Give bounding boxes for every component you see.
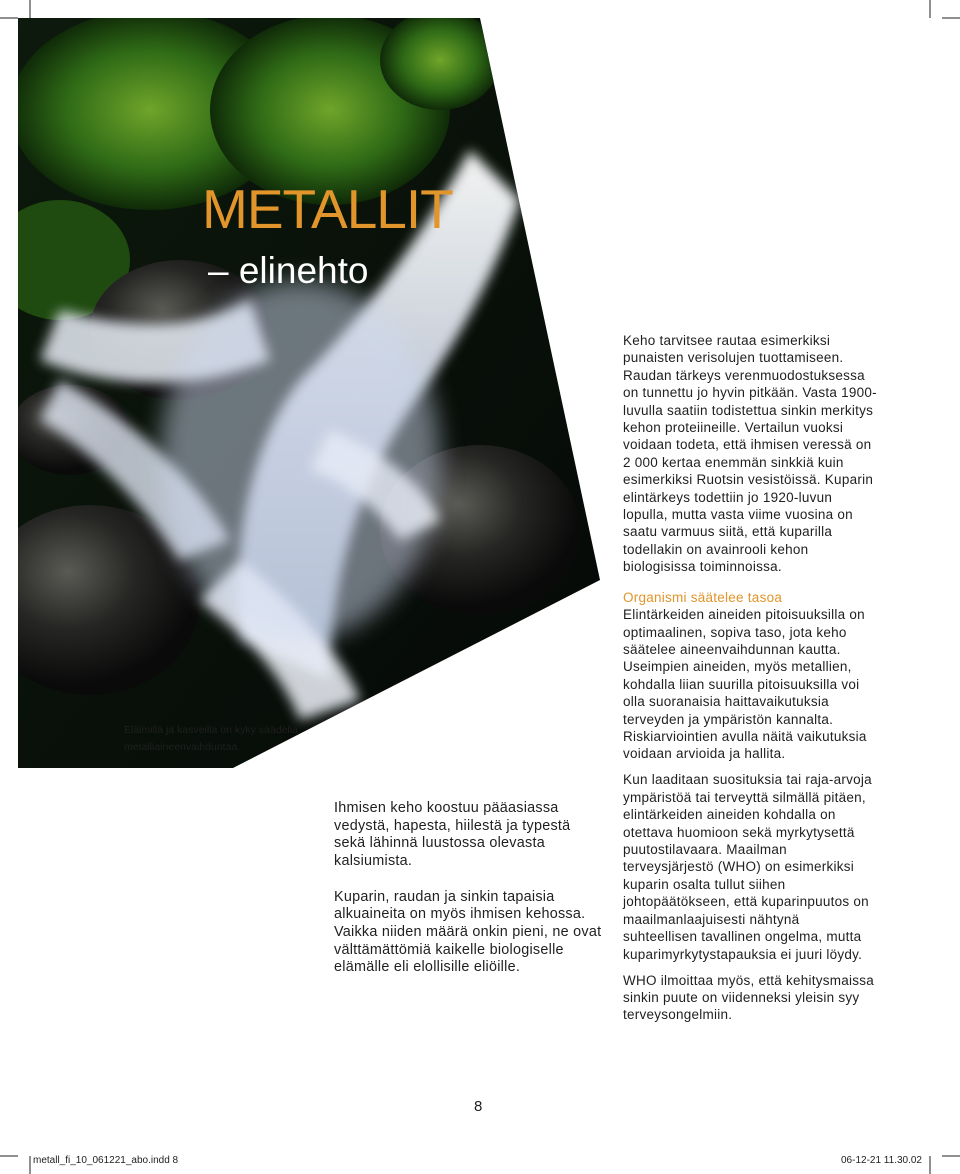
intro-paragraph: Keho tarvitsee rautaa esimerkiksi punaisten verisolujen tuottamiseen. Raudan tärkeys verenmuodostuksessa on tunnettu jo hyvin pitkään. Vasta 1900-luvulla saatiin todistettua sinkin merkitys kehon proteiineille. Vertailun vuoksi voidaan todeta, että ihmisen veressä on 2 000 kertaa enemmän sinkkiä kuin esimerkiksi Ruotsin vesistöissä. Kuparin elintärkeys todettiin jo 1920-luvun lopulla, mutta vasta viime vuosina on saatu varmuus siitä, että kuparilla todellakin on avainrooli kehon biologisissa toiminnoissa.: [623, 333, 877, 575]
body-paragraph: Ihmisen keho koostuu pääasiassa vedystä, hapesta, hiilestä ja typestä sekä lähinnä luustossa olevasta kalsiumista.: [334, 800, 571, 870]
photo-caption: Eläimillä ja kasveilla on kyky säädellä metalliaineenvaihduntaa.: [124, 724, 298, 753]
body-paragraph: Kun laaditaan suosituksia tai raja-arvoja ympäristöä tai terveyttä silmällä pitäen, elintärkeiden aineiden kohdalla on otettava huomioon sekä myrkytysettä puutostilavaara. Maailman terveysjärjestö (WHO) on esimerkiksi kuparin osalta tullut siihen johtopäätökseen, että kuparinpuutos on maailmanlaajuisesti nähtynä suhteellisen tavallinen ongelma, mutta kuparimyrkytystapauksia ei juuri löydy.: [623, 772, 872, 962]
right-column: [623, 332, 881, 1024]
page-title: METALLIT: [202, 178, 453, 240]
body-paragraph: Kuparin, raudan ja sinkin tapaisia alkuaineita on myös ihmisen kehossa. Vaikka niiden määrä onkin pieni, ne ovat välttämättömiä kaikelle biologiselle elämälle eli elollisille eliöille.: [334, 888, 602, 976]
page-subtitle: – elinehto: [208, 250, 369, 291]
page-number: 8: [474, 1098, 483, 1115]
middle-column: [334, 800, 602, 995]
date-slug: 06-12-21 11.30.02: [841, 1155, 922, 1166]
section-heading: Organismi säätelee tasoa: [623, 589, 783, 605]
body-paragraph: WHO ilmoittaa myös, että kehitysmaissa sinkin puute on viidenneksi yleisin syy terveysongelmiin.: [623, 972, 875, 1023]
file-slug: metall_fi_10_061221_abo.indd 8: [33, 1155, 179, 1166]
body-paragraph: Elintärkeiden aineiden pitoisuuksilla on optimaalinen, sopiva taso, jota keho säätelee aineenvaihdunnan kautta. Useimpien aineiden, myös metallien, kohdalla liian suurilla pitoisuuksilla voi olla suoranaisia haittavaikutuksia terveyden ja ympäristön kannalta. Riskiarviointien avulla näitä vaikutuksia voidaan arvioida ja hallita.: [623, 607, 867, 762]
